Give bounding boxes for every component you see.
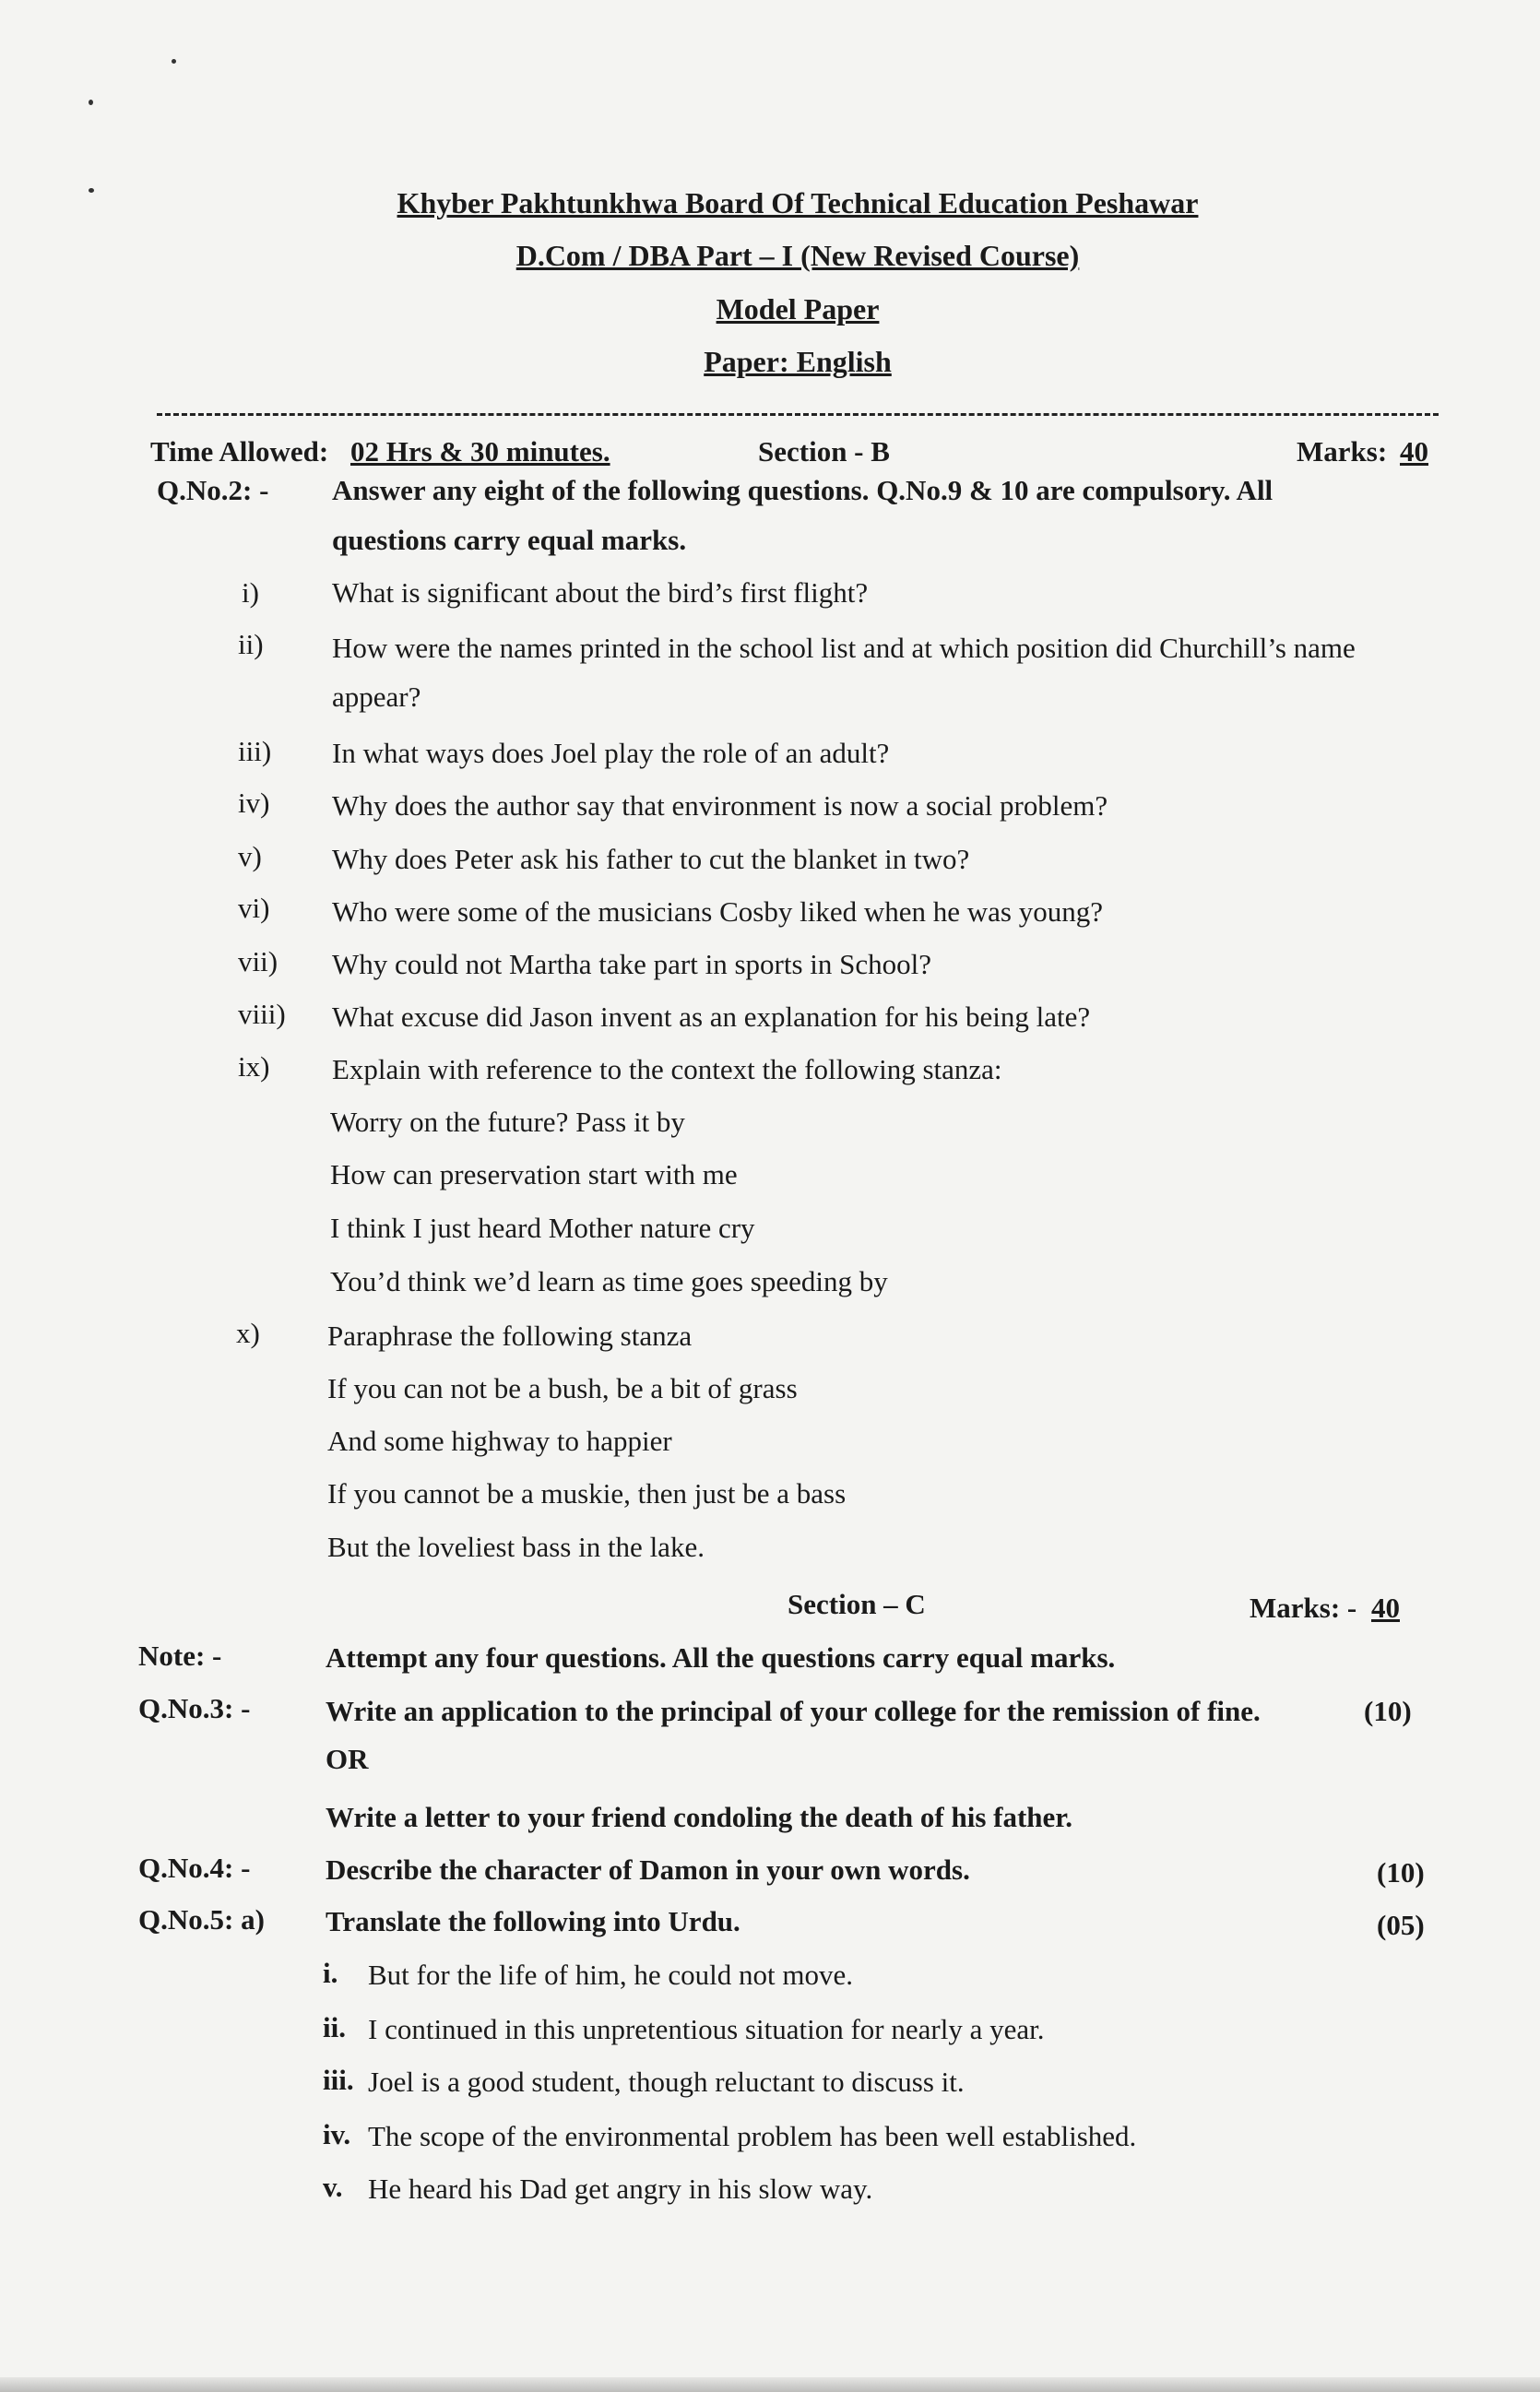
or-text: OR xyxy=(326,1743,369,1775)
q5-label: Q.No.5: a) xyxy=(138,1903,265,1936)
q5-marks: (05) xyxy=(1377,1909,1425,1941)
translation-number: v. xyxy=(323,2171,343,2203)
translation-text: Joel is a good student, though reluctant to discuss it. xyxy=(368,2066,965,2098)
stanza-line: If you can not be a bush, be a bit of grass xyxy=(327,1372,798,1404)
q5-text: Translate the following into Urdu. xyxy=(326,1905,740,1937)
q4-text: Describe the character of Damon in your own words. xyxy=(326,1853,970,1886)
translation-number: iii. xyxy=(323,2064,354,2096)
q2-instruction-cont: questions carry equal marks. xyxy=(332,524,687,556)
q3-label: Q.No.3: - xyxy=(138,1692,251,1724)
stanza-line: But the loveliest bass in the lake. xyxy=(327,1531,705,1563)
q2-label: Q.No.2: - xyxy=(157,474,269,506)
question-number: ii) xyxy=(238,628,264,660)
scan-speck xyxy=(89,100,93,105)
stanza-line: And some highway to happier xyxy=(327,1425,672,1457)
question-text: What is significant about the bird’s first flight? xyxy=(332,576,869,609)
question-text: Why does Peter ask his father to cut the blanket in two? xyxy=(332,843,970,875)
question-text: Paraphrase the following stanza xyxy=(327,1320,693,1352)
stanza-line: Worry on the future? Pass it by xyxy=(330,1106,685,1138)
scan-edge xyxy=(0,2377,1540,2392)
question-number: vii) xyxy=(238,945,278,977)
question-number: v) xyxy=(238,840,262,872)
translation-number: iv. xyxy=(323,2118,351,2150)
q3-text: Write an application to the principal of your college for the remission of fine. xyxy=(326,1695,1261,1727)
question-text: Who were some of the musicians Cosby liked when he was young? xyxy=(332,895,1103,928)
question-text: How were the names printed in the school list and at which position did Churchill’s name xyxy=(332,632,1356,664)
question-number: x) xyxy=(236,1317,260,1349)
translation-text: But for the life of him, he could not move. xyxy=(368,1959,854,1991)
section-c-title: Section – C xyxy=(788,1588,926,1620)
section-c-marks-label: Marks: - xyxy=(1250,1592,1357,1624)
time-allowed-label: Time Allowed: xyxy=(150,435,329,468)
board-title: Khyber Pakhtunkhwa Board Of Technical Education Peshawar xyxy=(397,186,1199,219)
question-text: What excuse did Jason invent as an explanation for his being late? xyxy=(332,1001,1091,1033)
section-b-title: Section - B xyxy=(758,435,890,468)
question-text: Why could not Martha take part in sports in School? xyxy=(332,948,932,980)
translation-text: The scope of the environmental problem has been well established. xyxy=(368,2120,1137,2152)
note-text: Attempt any four questions. All the questions carry equal marks. xyxy=(326,1641,1116,1674)
translation-number: ii. xyxy=(323,2011,346,2043)
question-text: Why does the author say that environment is now a social problem? xyxy=(332,789,1108,822)
q4-marks: (10) xyxy=(1377,1856,1425,1889)
paper-type: Model Paper xyxy=(716,292,880,326)
course-title: D.Com / DBA Part – I (New Revised Course) xyxy=(515,239,1080,272)
stanza-line: I think I just heard Mother nature cry xyxy=(330,1212,755,1244)
scan-speck xyxy=(172,59,176,64)
section-b-marks-value: 40 xyxy=(1400,435,1428,468)
section-b-marks-label: Marks: xyxy=(1297,435,1388,468)
question-number: iii) xyxy=(238,735,272,767)
stanza-line: You’d think we’d learn as time goes speeding by xyxy=(330,1265,888,1297)
note-label: Note: - xyxy=(138,1640,222,1672)
stanza-line: How can preservation start with me xyxy=(330,1158,738,1190)
question-text: Explain with reference to the context the following stanza: xyxy=(332,1053,1002,1085)
question-text-cont: appear? xyxy=(332,681,421,713)
q3-marks: (10) xyxy=(1364,1695,1412,1727)
stanza-line: If you cannot be a muskie, then just be a bass xyxy=(327,1477,847,1510)
question-number: ix) xyxy=(238,1050,270,1083)
q2-instruction: Answer any eight of the following questions. Q.No.9 & 10 are compulsory. All xyxy=(332,474,1273,506)
question-number: vi) xyxy=(238,892,270,924)
dashed-divider xyxy=(157,413,1439,416)
paper-subject: Paper: English xyxy=(704,345,892,378)
question-number: viii) xyxy=(238,998,286,1030)
q3-alternative: Write a letter to your friend condoling the death of his father. xyxy=(326,1801,1072,1833)
section-c-marks-value: 40 xyxy=(1371,1592,1400,1624)
time-allowed-value: 02 Hrs & 30 minutes. xyxy=(350,435,610,468)
translation-text: I continued in this unpretentious situation for nearly a year. xyxy=(368,2013,1045,2045)
question-number: i) xyxy=(242,576,259,609)
question-number: iv) xyxy=(238,787,270,819)
translation-text: He heard his Dad get angry in his slow way. xyxy=(368,2173,873,2205)
q4-label: Q.No.4: - xyxy=(138,1852,251,1884)
question-text: In what ways does Joel play the role of an adult? xyxy=(332,737,890,769)
translation-number: i. xyxy=(323,1957,338,1989)
